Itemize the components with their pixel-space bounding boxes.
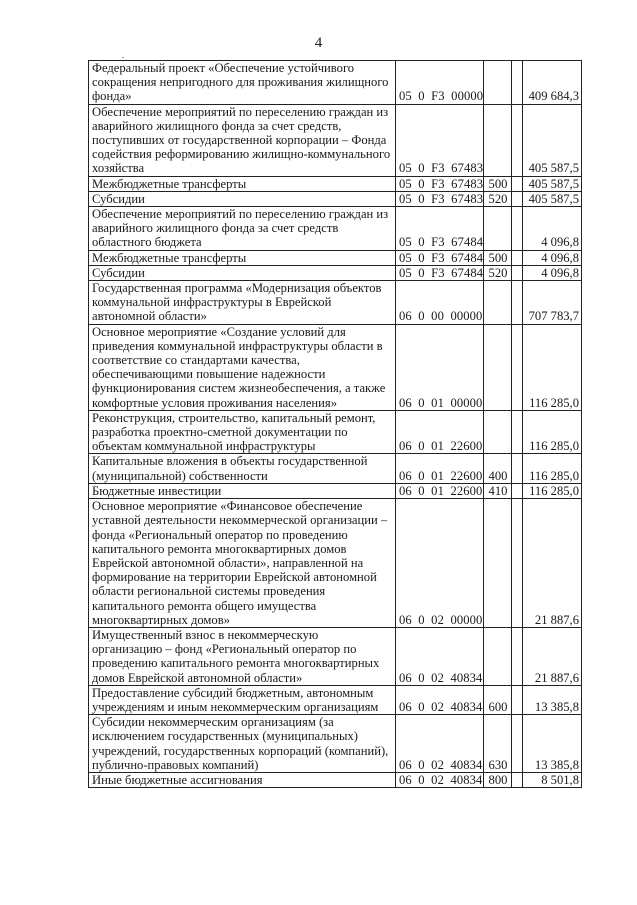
row-empty-cell: [512, 176, 523, 191]
table-row: [89, 104, 582, 176]
row-expense-type: [484, 104, 512, 176]
table-row: [89, 627, 582, 685]
row-description: Обеспечение мероприятий по переселению граждан из аварийного жилищного фонда за счет средств областного бюджета: [89, 207, 396, 251]
row-classification-code: 06 0 02 40834: [396, 685, 484, 714]
table-row: [89, 281, 582, 325]
row-classification-code: 05 0 F3 67484: [396, 250, 484, 265]
row-expense-type: 410: [484, 483, 512, 498]
row-expense-type: [484, 207, 512, 251]
row-empty-cell: [512, 483, 523, 498]
row-description: Межбюджетные трансферты: [89, 250, 396, 265]
row-description: Основное мероприятие «Создание условий для приведения коммунальной инфраструктуры области в соответствие со стандартами качества, обеспечивающими повышение надежности функционирования систем жизнеобеспечения, а также комфортные условия проживания населения»: [89, 324, 396, 410]
row-classification-code: 05 0 F3 67483: [396, 176, 484, 191]
row-expense-type: 400: [484, 454, 512, 483]
row-empty-cell: [512, 627, 523, 685]
row-classification-code: 06 0 02 40834: [396, 715, 484, 773]
row-expense-type: 520: [484, 191, 512, 206]
row-classification-code: 06 0 01 00000: [396, 324, 484, 410]
table-row: [89, 207, 582, 251]
row-amount: 116 285,0: [523, 324, 582, 410]
table-row: [89, 772, 582, 787]
row-amount: 21 887,6: [523, 627, 582, 685]
row-expense-type: [484, 324, 512, 410]
row-classification-code: 05 0 F3 67483: [396, 191, 484, 206]
row-empty-cell: [512, 61, 523, 105]
budget-table: [88, 60, 582, 788]
row-amount: 405 587,5: [523, 191, 582, 206]
row-classification-code: 05 0 F3 00000: [396, 61, 484, 105]
row-expense-type: 500: [484, 250, 512, 265]
row-classification-code: 06 0 01 22600: [396, 454, 484, 483]
row-classification-code: 06 0 02 40834: [396, 627, 484, 685]
row-empty-cell: [512, 104, 523, 176]
row-amount: 116 285,0: [523, 410, 582, 454]
table-row: [89, 191, 582, 206]
table-row: [89, 685, 582, 714]
row-description: Капитальные вложения в объекты государственной (муниципальной) собственности: [89, 454, 396, 483]
row-expense-type: 630: [484, 715, 512, 773]
row-empty-cell: [512, 499, 523, 628]
row-amount: 8 501,8: [523, 772, 582, 787]
row-empty-cell: [512, 324, 523, 410]
table-row: [89, 483, 582, 498]
row-empty-cell: [512, 685, 523, 714]
row-expense-type: 800: [484, 772, 512, 787]
row-expense-type: [484, 61, 512, 105]
row-empty-cell: [512, 772, 523, 787]
row-description: Реконструкция, строительство, капитальный ремонт, разработка проектно-сметной документации по объектам коммунальной инфраструктуры: [89, 410, 396, 454]
row-expense-type: 520: [484, 265, 512, 280]
row-amount: 409 684,3: [523, 61, 582, 105]
row-description: Иные бюджетные ассигнования: [89, 772, 396, 787]
row-description: Бюджетные инвестиции: [89, 483, 396, 498]
table-row: [89, 61, 582, 105]
row-amount: 116 285,0: [523, 483, 582, 498]
row-empty-cell: [512, 250, 523, 265]
row-amount: 4 096,8: [523, 250, 582, 265]
row-expense-type: [484, 499, 512, 628]
row-empty-cell: [512, 715, 523, 773]
table-row: [89, 499, 582, 628]
table-row: [89, 715, 582, 773]
table-row: [89, 265, 582, 280]
row-description: Межбюджетные трансферты: [89, 176, 396, 191]
scan-mark: [122, 57, 124, 58]
budget-table-body: [89, 61, 582, 788]
row-classification-code: 06 0 00 00000: [396, 281, 484, 325]
row-description: Обеспечение мероприятий по переселению граждан из аварийного жилищного фонда за счет средств, поступивших от государственной корпорации – Фонда содействия реформированию жилищно-коммунального хозяйства: [89, 104, 396, 176]
row-amount: 4 096,8: [523, 265, 582, 280]
row-empty-cell: [512, 281, 523, 325]
row-description: Предоставление субсидий бюджетным, автономным учреждениям и иным некоммерческим организациям: [89, 685, 396, 714]
row-description: Субсидии: [89, 191, 396, 206]
row-classification-code: 06 0 01 22600: [396, 483, 484, 498]
row-amount: 116 285,0: [523, 454, 582, 483]
row-amount: 21 887,6: [523, 499, 582, 628]
row-amount: 13 385,8: [523, 685, 582, 714]
row-empty-cell: [512, 410, 523, 454]
row-description: Федеральный проект «Обеспечение устойчивого сокращения непригодного для проживания жилищного фонда»: [89, 61, 396, 105]
row-empty-cell: [512, 207, 523, 251]
row-classification-code: 05 0 F3 67483: [396, 104, 484, 176]
row-description: Субсидии некоммерческим организациям (за исключением государственных (муниципальных) учреждений, государственных корпораций (компаний), публично-правовых компаний): [89, 715, 396, 773]
table-row: [89, 454, 582, 483]
table-row: [89, 176, 582, 191]
row-classification-code: 06 0 02 00000: [396, 499, 484, 628]
row-classification-code: 05 0 F3 67484: [396, 265, 484, 280]
row-amount: 405 587,5: [523, 104, 582, 176]
row-classification-code: 05 0 F3 67484: [396, 207, 484, 251]
row-classification-code: 06 0 01 22600: [396, 410, 484, 454]
row-expense-type: [484, 410, 512, 454]
row-description: Имущественный взнос в некоммерческую организацию – фонд «Региональный оператор по проведению капитального ремонта многоквартирных домов Еврейской автономной области»: [89, 627, 396, 685]
row-expense-type: 600: [484, 685, 512, 714]
row-amount: 4 096,8: [523, 207, 582, 251]
row-amount: 707 783,7: [523, 281, 582, 325]
row-description: Субсидии: [89, 265, 396, 280]
page-number: 4: [314, 35, 323, 51]
table-row: [89, 250, 582, 265]
table-row: [89, 410, 582, 454]
row-description: Государственная программа «Модернизация объектов коммунальной инфраструктуры в Еврейской автономной области»: [89, 281, 396, 325]
row-expense-type: [484, 627, 512, 685]
row-expense-type: [484, 281, 512, 325]
row-amount: 13 385,8: [523, 715, 582, 773]
row-empty-cell: [512, 191, 523, 206]
row-empty-cell: [512, 454, 523, 483]
row-expense-type: 500: [484, 176, 512, 191]
table-row: [89, 324, 582, 410]
row-empty-cell: [512, 265, 523, 280]
row-description: Основное мероприятие «Финансовое обеспечение уставной деятельности некоммерческой организации – фонда «Региональный оператор по проведению капитального ремонта многоквартирных домов Еврейской автономной области», направленной на формирование на территории Еврейской автономной области региональной системы проведения капитального ремонта общего имущества многоквартирных домов»: [89, 499, 396, 628]
row-amount: 405 587,5: [523, 176, 582, 191]
row-classification-code: 06 0 02 40834: [396, 772, 484, 787]
